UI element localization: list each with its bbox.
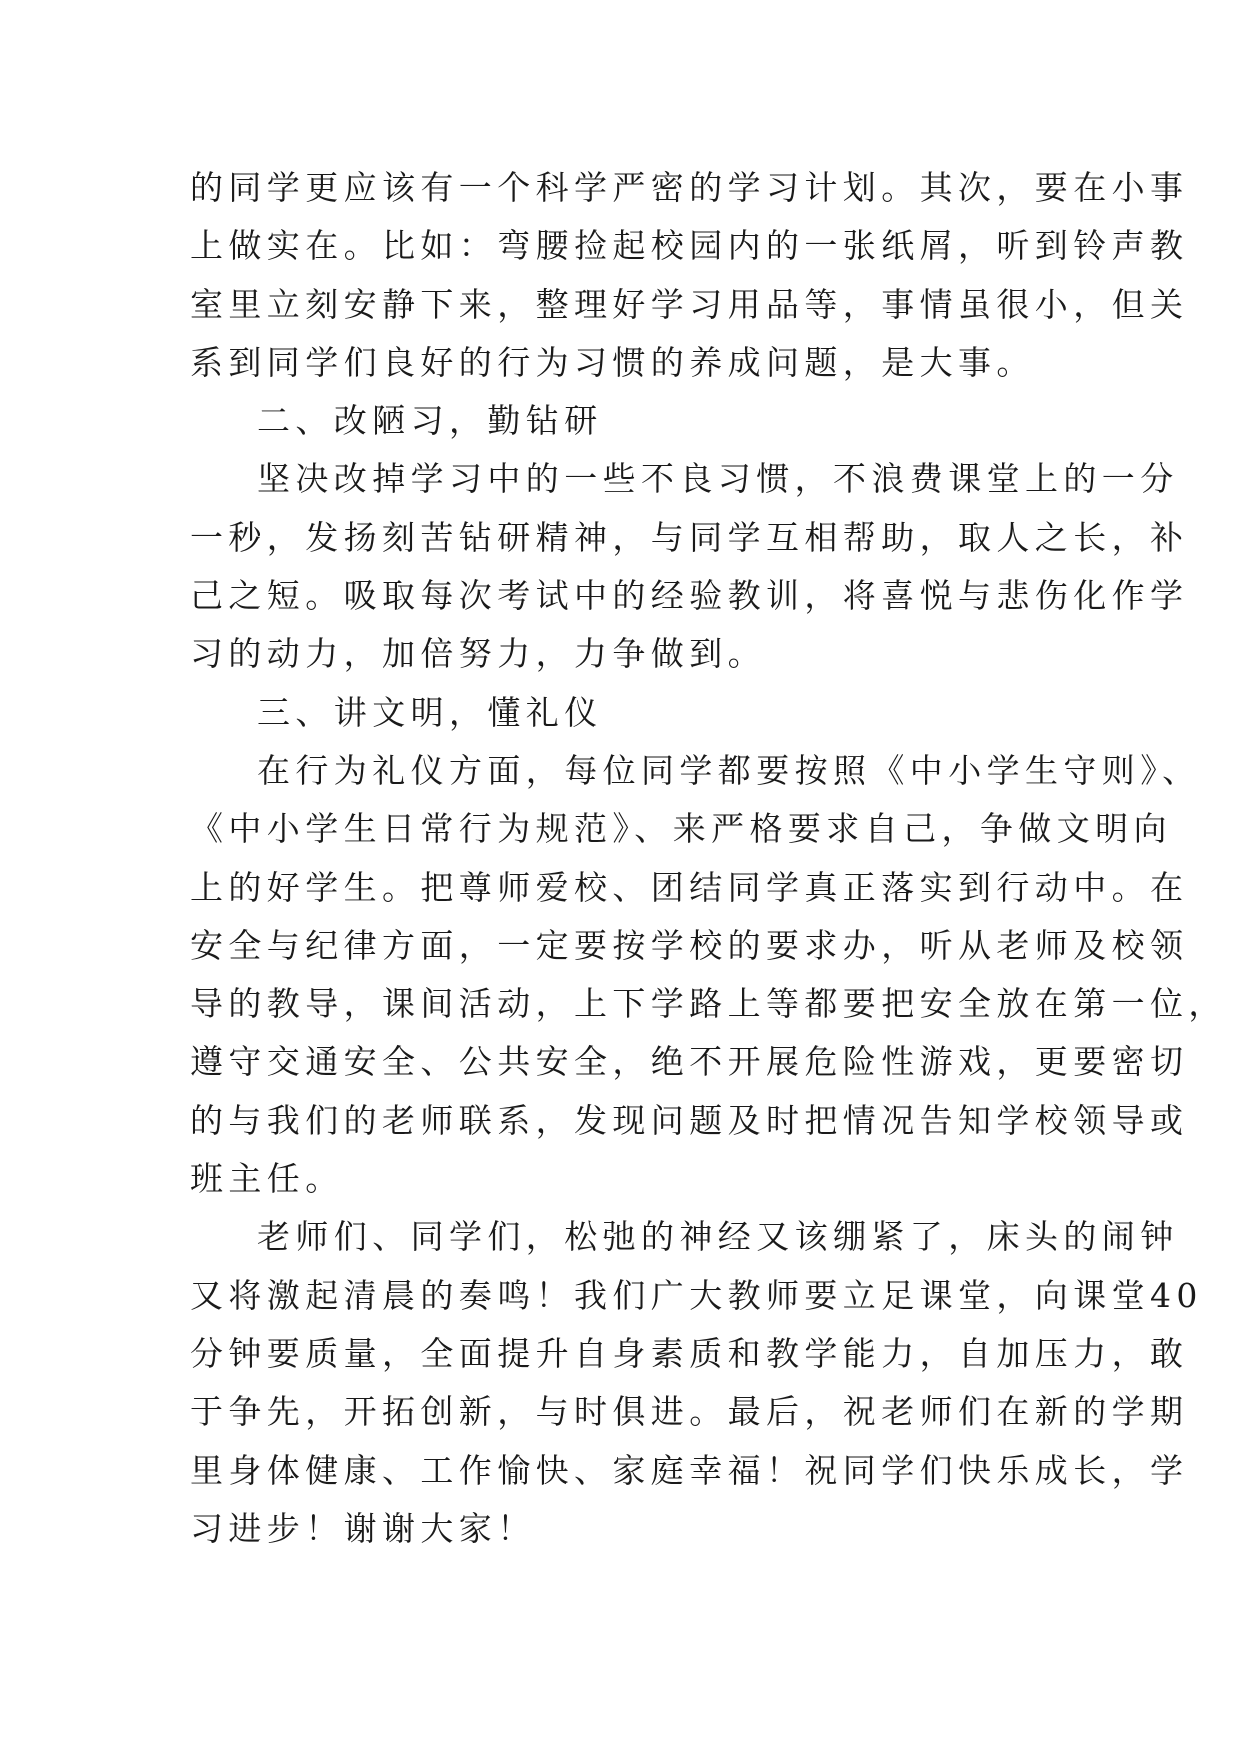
text-line: 的同学更应该有一个科学严密的学习计划。其次，要在小事 [190, 168, 1189, 207]
text-line: 习的动力，加倍努力，力争做到。 [190, 634, 766, 674]
text-line: 于争先，开拓创新，与时俱进。最后，祝老师们在新的学期 [190, 1392, 1189, 1432]
text-line: 坚决改掉学习中的一些不良习惯，不浪费课堂上的一分 [257, 459, 1179, 499]
text-line: 三、讲文明，懂礼仪 [257, 692, 603, 732]
text-line: 在行为礼仪方面，每位同学都要按照《中小学生守则》、 [257, 750, 1201, 790]
text-line: 老师们、同学们，松弛的神经又该绷紧了，床头的闹钟 [257, 1217, 1179, 1257]
text-line: 导的教导，课间活动，上下学路上等都要把安全放在第一位， [190, 984, 1227, 1024]
text-line: 系到同学们良好的行为习惯的养成问题，是大事。 [190, 342, 1035, 382]
text-line: 班主任。 [190, 1159, 344, 1199]
text-line: 己之短。吸取每次考试中的经验教训，将喜悦与悲伤化作学 [190, 576, 1189, 616]
text-line: 上的好学生。把尊师爱校、团结同学真正落实到行动中。在 [190, 867, 1189, 907]
text-line: 上做实在。比如：弯腰捡起校园内的一张纸屑，听到铃声教 [190, 226, 1189, 266]
text-line: 室里立刻安静下来，整理好学习用品等，事情虽很小，但关 [190, 284, 1189, 324]
text-line: 《中小学生日常行为规范》、来严格要求自己，争做文明向 [190, 809, 1172, 849]
text-line: 遵守交通安全、公共安全，绝不开展危险性游戏，更要密切 [190, 1042, 1189, 1082]
text-line: 的与我们的老师联系，发现问题及时把情况告知学校领导或 [190, 1100, 1189, 1140]
text-line: 分钟要质量，全面提升自身素质和教学能力，自加压力，敢 [190, 1333, 1189, 1373]
text-line: 习进步！谢谢大家！ [190, 1508, 536, 1548]
text-line: 又将激起清晨的奏鸣！我们广大教师要立足课堂，向课堂40 [190, 1275, 1203, 1315]
text-line: 安全与纪律方面，一定要按学校的要求办，听从老师及校领 [190, 925, 1189, 965]
document-body [190, 159, 1227, 1558]
text-line: 一秒，发扬刻苦钻研精神，与同学互相帮助，取人之长，补 [190, 517, 1189, 557]
text-line: 二、改陋习，勤钻研 [257, 401, 603, 441]
text-line: 里身体健康、工作愉快、家庭幸福！祝同学们快乐成长，学 [190, 1450, 1189, 1490]
